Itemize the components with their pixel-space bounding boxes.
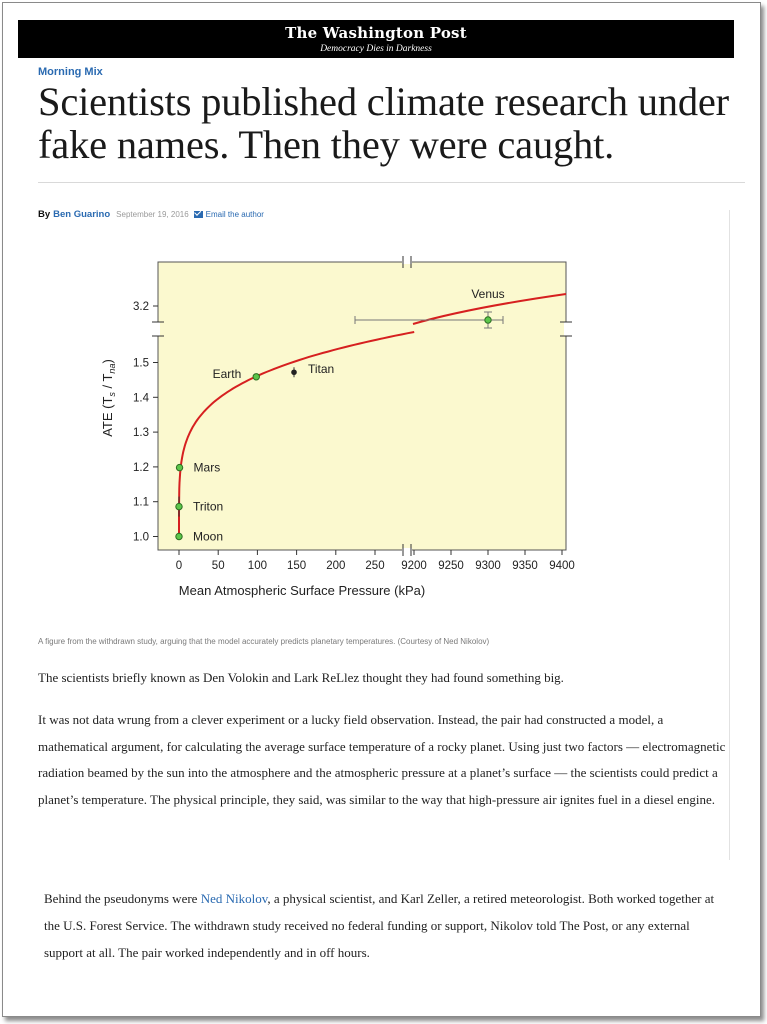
x-tick-label: 250 <box>365 560 385 572</box>
x-tick-label: 9250 <box>438 560 464 572</box>
y-break-gap-right <box>564 322 568 336</box>
envelope-icon[interactable] <box>194 211 203 218</box>
x-tick-label: 200 <box>326 560 346 572</box>
masthead-tagline: Democracy Dies in Darkness <box>320 44 432 54</box>
y-tick-label: 1.1 <box>133 496 149 509</box>
publish-date: September 19, 2016 <box>116 210 189 219</box>
x-tick-label: 150 <box>287 560 307 572</box>
x-tick-label: 9400 <box>549 560 575 572</box>
figure-chart <box>96 248 596 608</box>
point-label-mars: Mars <box>193 460 221 475</box>
y-tick-label: 1.4 <box>133 392 149 405</box>
headline: Scientists published climate research under fake names. Then they were caught. <box>38 79 729 167</box>
y-tick-label: 3.2 <box>133 301 149 313</box>
paragraph-1: The scientists briefly known as Den Volokin and Lark ReLlez thought they had found something big. <box>38 670 564 685</box>
data-point-triton <box>176 503 182 509</box>
column-divider <box>729 210 730 860</box>
y-axis-title-part: / T <box>100 373 115 393</box>
masthead-logo[interactable]: The Washington Post <box>285 24 467 42</box>
paragraph-2: It was not data wrung from a clever experiment or a lucky field observation. Instead, the pair had constructed a model, a mathematical argument, for calculating the average surface temperature of a rocky planet. Using just two factors — electromagnetic radiation beamed by the sun into the atmosphere and the atmospheric pressure at a planet’s surface — the scientists could predict a planet’s temperature. The physical principle, they said, was similar to the way that high-pressure air ignites fuel in a diesel engine. <box>38 712 726 807</box>
figure-caption: A figure from the withdrawn study, arguing that the model accurately predicts planetary temperatures. (Courtesy of Ned Nikolov) <box>38 637 490 646</box>
y-tick-label: 1.2 <box>133 461 149 474</box>
x-tick-label: 100 <box>247 560 267 572</box>
section-kicker[interactable]: Morning Mix <box>38 66 103 78</box>
masthead[interactable] <box>18 20 734 58</box>
point-label-earth: Earth <box>212 366 242 381</box>
x-tick-label: 9350 <box>512 560 538 572</box>
paragraph-3 <box>44 886 724 966</box>
y-tick-label: 1.5 <box>133 357 149 370</box>
y-axis-title-subscript: na <box>107 363 117 374</box>
chart-svg <box>96 248 596 608</box>
data-point-titan <box>291 369 297 375</box>
y-break-gap-left <box>156 322 160 336</box>
data-point-venus <box>485 317 491 323</box>
y-tick-label: 1.0 <box>133 531 149 544</box>
y-axis-title-part: ATE (T <box>100 396 115 437</box>
point-label-triton: Triton <box>193 499 224 514</box>
byline <box>38 209 264 220</box>
data-point-moon <box>176 533 182 539</box>
point-label-moon: Moon <box>193 529 224 544</box>
author-link[interactable]: Ben Guarino <box>53 209 111 220</box>
x-tick-label: 9300 <box>475 560 501 572</box>
x-tick-label: 0 <box>175 560 183 572</box>
data-point-mars <box>176 464 182 470</box>
paragraph-3-text-before: Behind the pseudonyms were <box>44 891 201 906</box>
byline-prefix: By <box>38 209 51 220</box>
y-axis-title <box>100 359 117 437</box>
y-tick-label: 1.3 <box>133 427 149 440</box>
point-label-titan: Titan <box>308 362 335 377</box>
data-point-earth <box>253 374 259 380</box>
ned-nikolov-link[interactable]: Ned Nikolov <box>200 891 268 906</box>
y-axis-title-subscript: s <box>107 392 117 397</box>
divider <box>38 182 745 183</box>
x-axis-title: Mean Atmospheric Surface Pressure (kPa) <box>178 583 426 598</box>
x-tick-label: 50 <box>211 560 225 572</box>
point-label-venus: Venus <box>471 287 505 301</box>
x-tick-label: 9200 <box>401 560 427 572</box>
y-axis-title-part: ) <box>100 359 115 364</box>
email-author-link[interactable]: Email the author <box>205 210 264 219</box>
paragraph-3-text-after: , a physical scientist, and Karl Zeller, a retired meteorologist. Both worked together at the U.S. Forest Service. The withdrawn study received no federal funding or support, Nikolov told The Post, or any external support at all. The pair worked independently and in off hours. <box>44 891 715 960</box>
